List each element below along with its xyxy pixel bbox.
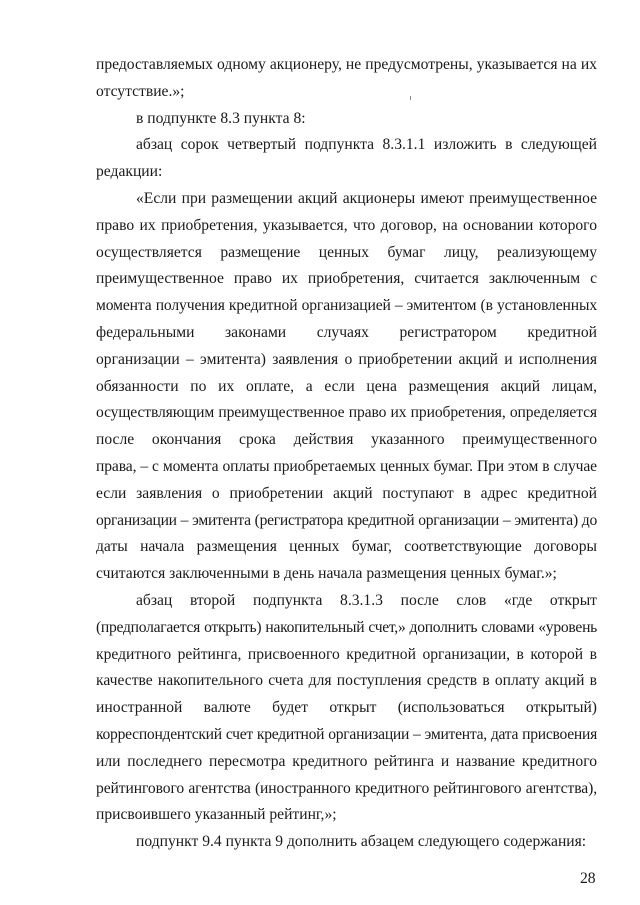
- text-line: корреспондентский счет кредитной организации – эмитента, дата присвоения: [96, 725, 597, 743]
- text-line: организации – эмитента) заявления о приобретении акций и исполнения: [96, 350, 597, 368]
- paragraph: [96, 186, 597, 588]
- text-line: абзац сорок четвертый подпункта 8.3.1.1 изложить в следующей: [136, 136, 597, 154]
- document-body: [96, 52, 597, 856]
- text-line: федеральными законами случаях регистратором кредитной: [96, 323, 597, 341]
- text-line: присвоившего указанный рейтинг,»;: [96, 806, 337, 824]
- paragraph: [96, 829, 597, 856]
- text-line: кредитного рейтинга, присвоенного кредитной организации, в которой в: [96, 645, 597, 663]
- text-line: (предполагается открыть) накопительный счет,» дополнить словами «уровень: [96, 618, 597, 636]
- text-line: осуществляется размещение ценных бумаг лицу, реализующему: [96, 243, 597, 261]
- text-line: подпункт 9.4 пункта 9 дополнить абзацем следующего содержания:: [136, 833, 587, 851]
- paragraph: [96, 52, 597, 106]
- paragraph: [96, 132, 597, 186]
- text-line: права, – с момента оплаты приобретаемых ценных бумаг. При этом в случае: [96, 457, 597, 475]
- text-line: качестве накопительного счета для поступления средств в оплату акций в: [96, 672, 597, 690]
- text-line: право их приобретения, указывается, что договор, на основании которого: [96, 216, 597, 234]
- scan-speck: [410, 96, 411, 100]
- text-line: обязанности по их оплате, а если цена размещения акций лицам,: [96, 377, 597, 395]
- text-line: момента получения кредитной организацией – эмитентом (в установленных: [96, 297, 597, 315]
- text-line: или последнего пересмотра кредитного рейтинга и название кредитного: [96, 752, 597, 770]
- text-line: считаются заключенными в день начала размещения ценных бумаг.»;: [96, 565, 557, 583]
- text-line: предоставляемых одному акционеру, не предусмотрены, указывается на их: [96, 56, 597, 73]
- paragraph: [96, 588, 597, 829]
- text-line: после окончания срока действия указанного преимущественного: [96, 431, 597, 449]
- text-line: рейтингового агентства (иностранного кредитного рейтингового агентства),: [96, 779, 597, 797]
- text-line: в подпункте 8.3 пункта 8:: [136, 109, 306, 127]
- text-line: абзац второй подпункта 8.3.1.3 после слов «где открыт: [136, 591, 597, 609]
- text-line: редакции:: [96, 163, 163, 181]
- text-line: «Если при размещении акций акционеры имеют преимущественное: [136, 189, 597, 207]
- text-line: осуществляющим преимущественное право их приобретения, определяется: [96, 404, 597, 422]
- text-line: даты начала размещения ценных бумаг, соответствующие договоры: [96, 538, 597, 556]
- text-line: иностранной валюте будет открыт (использоваться открытый): [96, 699, 597, 717]
- text-line: преимущественное право их приобретения, считается заключенным с: [96, 270, 597, 288]
- paragraph: [96, 106, 597, 133]
- text-line: отсутствие.»;: [96, 82, 185, 100]
- text-line: организации – эмитента (регистратора кредитной организации – эмитента) до: [96, 511, 597, 529]
- text-line: если заявления о приобретении акций поступают в адрес кредитной: [96, 484, 597, 502]
- page-number: 28: [580, 870, 596, 887]
